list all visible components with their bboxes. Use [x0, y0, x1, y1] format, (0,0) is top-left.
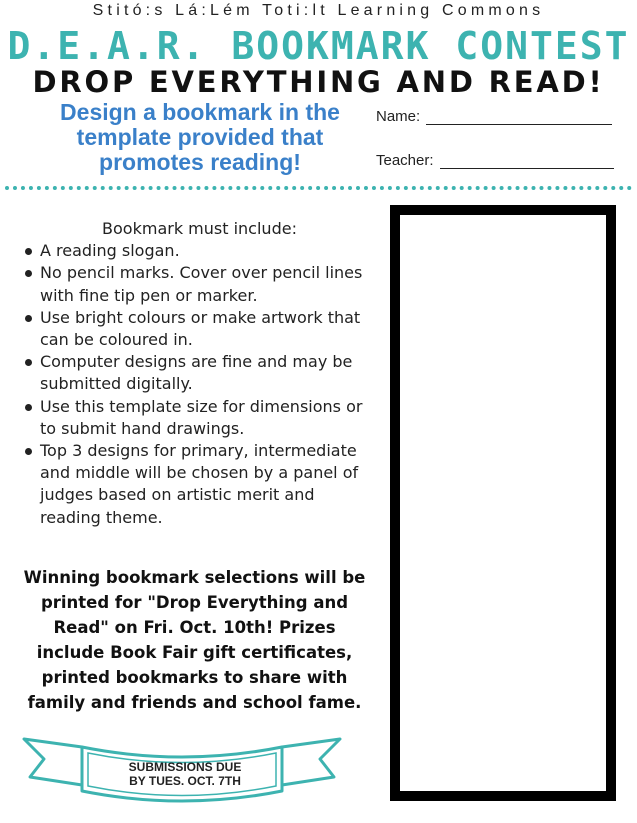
list-item: Use this template size for dimensions or to submit hand drawings. — [22, 396, 367, 440]
submission-deadline — [100, 760, 270, 788]
name-field-row — [376, 108, 612, 125]
list-item: Use bright colours or make artwork that can be coloured in. — [22, 307, 367, 351]
tagline: DROP EVERYTHING AND READ! — [32, 65, 605, 99]
list-item: Computer designs are fine and may be submitted digitally. — [22, 351, 367, 395]
list-item: A reading slogan. — [22, 240, 367, 262]
design-instruction: Design a bookmark in the template provided that promotes reading! — [60, 99, 340, 175]
requirements-section — [22, 218, 367, 529]
teacher-field[interactable] — [440, 152, 614, 169]
bookmark-template-frame[interactable] — [390, 205, 616, 801]
list-item: Top 3 designs for primary, intermediate and middle will be chosen by a panel of judges based on artistic merit and reading theme. — [22, 440, 367, 529]
name-field[interactable] — [426, 108, 612, 125]
requirements-heading: Bookmark must include: — [102, 219, 297, 238]
deadline-line-1: SUBMISSIONS DUE — [128, 760, 242, 774]
library-subtitle: Stitó:s Lá:Lém Toti:lt Learning Commons — [92, 2, 545, 19]
teacher-field-row — [376, 152, 614, 169]
teacher-label: Teacher: — [376, 152, 434, 169]
list-item: No pencil marks. Cover over pencil lines with fine tip pen or marker. — [22, 262, 367, 306]
deadline-line-2: BY TUES. OCT. 7TH — [129, 774, 241, 788]
dotted-divider — [5, 186, 632, 190]
requirements-list — [22, 240, 367, 529]
name-label: Name: — [376, 108, 421, 125]
contest-title: D.E.A.R. BOOKMARK CONTEST — [7, 24, 630, 68]
winners-announcement: Winning bookmark selections will be printed for "Drop Everything and Read" on Fri. Oct. 10th! Prizes include Book Fair gift certificates, printed bookmarks to share with family and friends and school fame. — [23, 568, 366, 712]
